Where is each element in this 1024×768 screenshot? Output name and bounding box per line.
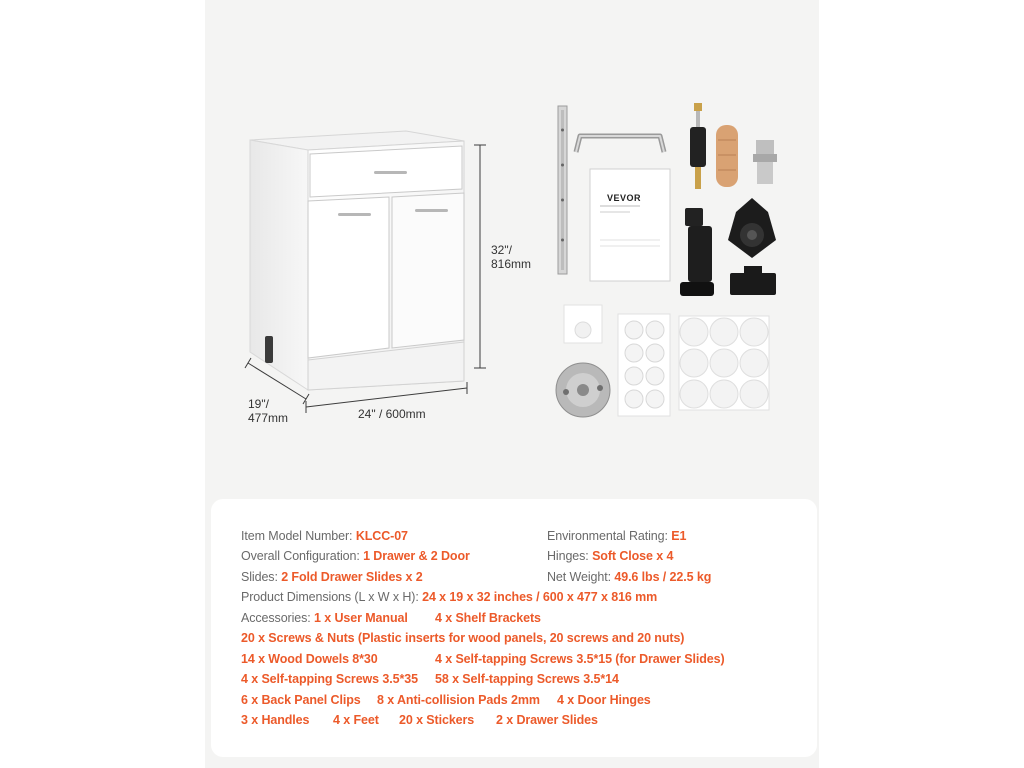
accessory-item: 2 x Drawer Slides	[496, 713, 598, 727]
wood-dowel-image	[716, 125, 738, 187]
spec-slides-value: 2 Fold Drawer Slides x 2	[281, 570, 423, 584]
accessory-item: 3 x Handles	[241, 713, 310, 727]
depth-mm: 477mm	[248, 411, 289, 425]
spec-accessories	[241, 611, 408, 625]
handle-image	[576, 136, 664, 152]
spec-model-value: KLCC-07	[355, 529, 408, 543]
spec-dimensions-label: Product Dimensions (L x W x H):	[241, 590, 419, 604]
spec-env	[547, 529, 686, 543]
spec-dimensions-value: 24 x 19 x 32 inches / 600 x 477 x 816 mm	[422, 590, 658, 604]
anti-collision-pads-image	[618, 314, 670, 416]
spec-model-label: Item Model Number:	[241, 529, 353, 543]
width-label: 24" / 600mm	[358, 407, 426, 421]
sticker-image	[564, 305, 602, 343]
accessory-item: 1 x User Manual	[314, 611, 408, 625]
spec-model	[241, 529, 408, 543]
accessory-item: 8 x Anti-collision Pads 2mm	[377, 693, 540, 707]
spec-weight	[547, 570, 711, 584]
accessory-item: 20 x Screws & Nuts (Plastic inserts for wood panels, 20 screws and 20 nuts)	[241, 631, 685, 645]
user-manual-image	[590, 169, 670, 281]
depth-inches: 19"/	[248, 397, 269, 411]
height-inches: 32"/	[491, 243, 512, 257]
spec-slides-label: Slides:	[241, 570, 278, 584]
metal-insert-image	[753, 140, 777, 184]
spec-hinges-value: Soft Close x 4	[592, 549, 674, 563]
accessory-item: 4 x Self-tapping Screws 3.5*15 (for Drawer Slides)	[435, 652, 725, 666]
cabinet-image	[250, 131, 464, 390]
accessory-item: 6 x Back Panel Clips	[241, 693, 361, 707]
manual-brand: VEVOR	[607, 193, 642, 203]
accessory-item: 4 x Feet	[333, 713, 379, 727]
accessory-item: 14 x Wood Dowels 8*30	[241, 652, 378, 666]
adjustable-foot-image	[680, 208, 714, 296]
accessory-item: 4 x Shelf Brackets	[435, 611, 541, 625]
spec-weight-value: 49.6 lbs / 22.5 kg	[614, 570, 712, 584]
spec-dimensions	[241, 590, 657, 604]
foot-clip-image	[728, 198, 776, 258]
cam-bolt-image	[690, 103, 706, 189]
spec-hinges	[547, 549, 673, 563]
spec-config-value: 1 Drawer & 2 Door	[363, 549, 470, 563]
spec-hinges-label: Hinges:	[547, 549, 589, 563]
height-label	[491, 243, 531, 271]
spec-env-value: E1	[671, 529, 687, 543]
spec-accessories-label: Accessories:	[241, 611, 311, 625]
spec-env-label: Environmental Rating:	[547, 529, 668, 543]
spec-weight-label: Net Weight:	[547, 570, 611, 584]
depth-label	[248, 397, 288, 425]
accessory-item: 58 x Self-tapping Screws 3.5*14	[435, 672, 619, 686]
accessory-item: 4 x Door Hinges	[557, 693, 651, 707]
drawer-slide-image	[558, 106, 567, 274]
spec-slides	[241, 570, 423, 584]
accessory-item: 20 x Stickers	[399, 713, 475, 727]
accessory-item: 4 x Self-tapping Screws 3.5*35	[241, 672, 418, 686]
felt-pads-image	[679, 316, 769, 410]
height-mm: 816mm	[491, 257, 532, 271]
hinge-plate-image	[556, 363, 610, 417]
spec-config-label: Overall Configuration:	[241, 549, 360, 563]
spec-config	[241, 549, 470, 563]
back-panel-clip-image	[730, 266, 776, 295]
